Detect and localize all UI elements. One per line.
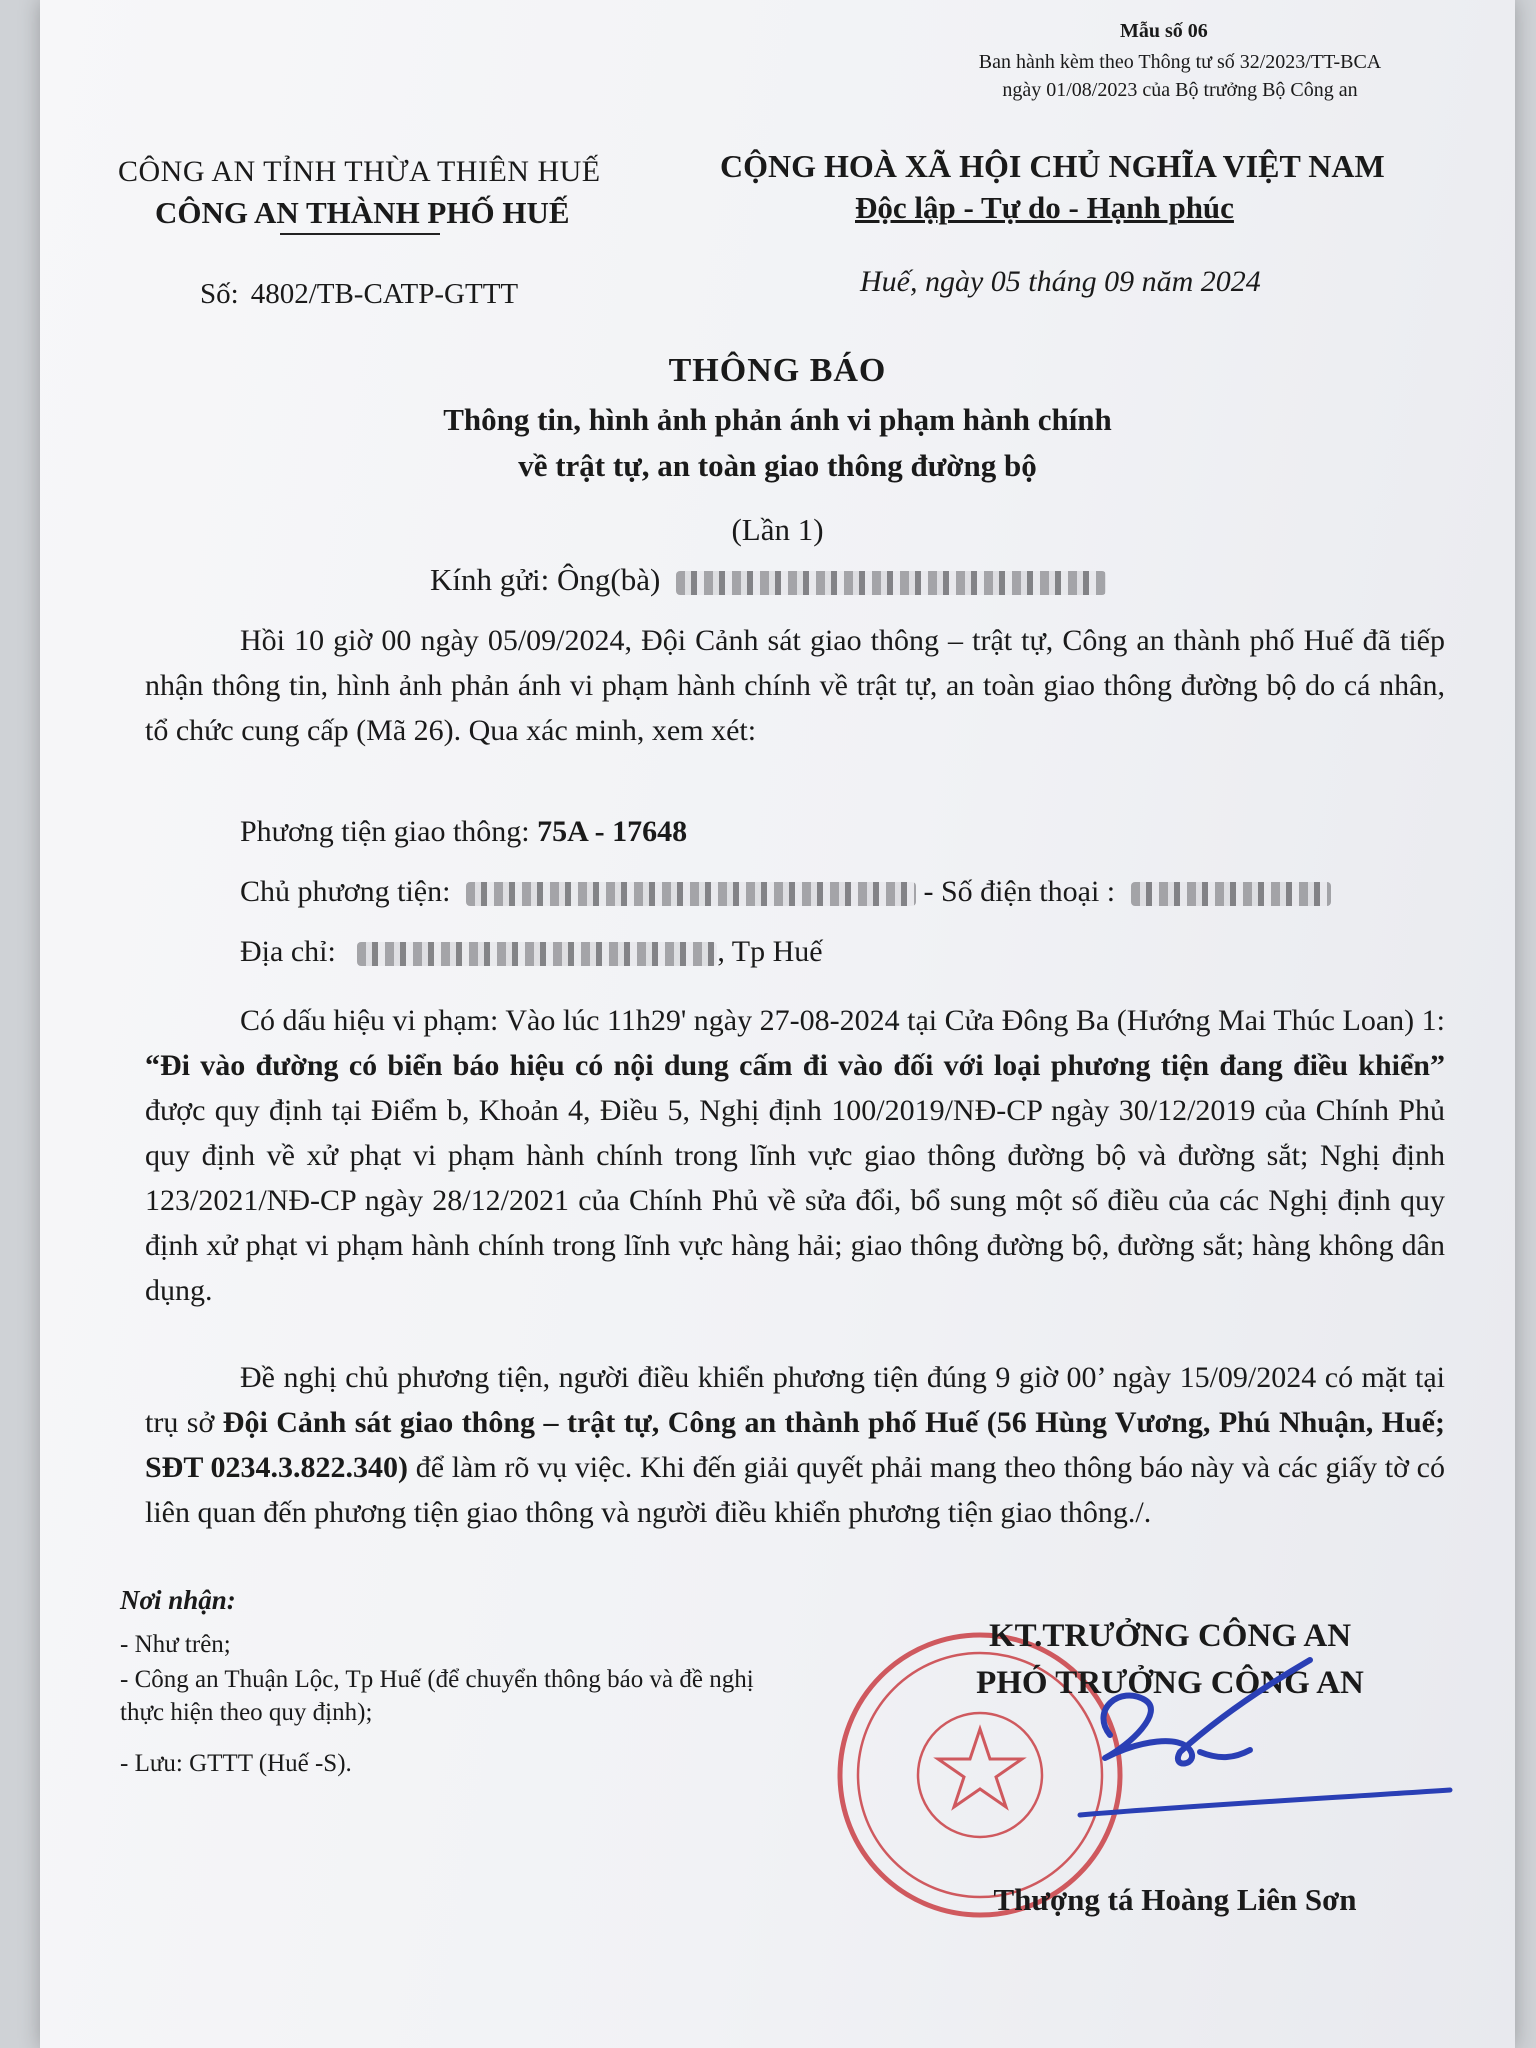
recipient-line — [430, 562, 1106, 598]
violation-description: “Đi vào đường có biển báo hiệu có nội dung cấm đi vào đối với loại phương tiện đang điều khiển” — [145, 1049, 1445, 1082]
paragraph-request — [145, 1355, 1445, 1535]
notice-document — [40, 0, 1515, 2048]
document-number-value: 4802/TB-CATP-GTTT — [250, 278, 519, 310]
vehicle-label: Phương tiện giao thông: — [240, 815, 530, 848]
agency-underline — [280, 233, 440, 235]
agency-name: CÔNG AN THÀNH PHỐ HUẾ — [155, 195, 570, 230]
address-city: , Tp Huế — [717, 935, 823, 968]
handwritten-signature — [1050, 1640, 1470, 1840]
document-number-label: Số: — [200, 278, 239, 310]
address-label: Địa chỉ: — [240, 935, 336, 968]
notice-round: (Lần 1) — [731, 512, 824, 547]
redacted-name — [676, 571, 1106, 595]
place-date: Huế, ngày 05 tháng 09 năm 2024 — [860, 265, 1261, 298]
receiver-item: - Lưu: GTTT (Huế -S). — [120, 1750, 352, 1777]
request-intro: Đề nghị chủ phương tiện, người điều khiển phương tiện đúng 9 giờ 00’ ngày 15/09/2024 có mặt tại trụ sở — [145, 1361, 1445, 1439]
vehicle-plate: 75A - 17648 — [537, 815, 688, 848]
receiver-item: - Như trên; — [120, 1631, 231, 1658]
national-motto: Độc lập - Tự do - Hạnh phúc — [855, 190, 1234, 225]
form-reference-line1: Ban hành kèm theo Thông tư số 32/2023/TT-BCA — [978, 51, 1382, 73]
document-title: THÔNG BÁO — [668, 352, 887, 389]
request-location: Đội Cảnh sát giao thông – trật tự, Công an thành phố Huế (56 Hùng Vương, Phú Nhuận, Huế; SĐT 0234.3.822.340) — [145, 1406, 1445, 1484]
owner-line — [240, 875, 1331, 909]
document-subtitle-1: Thông tin, hình ảnh phản ánh vi phạm hành chính — [443, 402, 1112, 437]
vehicle-line — [240, 815, 687, 849]
paragraph-intro: Hồi 10 giờ 00 ngày 05/09/2024, Đội Cảnh sát giao thông – trật tự, Công an thành phố Huế đã tiếp nhận thông tin, hình ảnh phản ánh vi phạm hành chính về trật tự, an toàn giao thông đường bộ do cá nhân, tổ chức cung cấp (Mã 26). Qua xác minh, xem xét: — [145, 624, 1445, 747]
violation-legal-basis: được quy định tại Điểm b, Khoản 4, Điều 5, Nghị định 100/2019/NĐ-CP ngày 30/12/2019 của Chính Phủ quy định về xử phạt vi phạm hành chính trong lĩnh vực giao thông đường bộ và đường sắt; Nghị định 123/2021/NĐ-CP ngày 28/12/2021 của Chính Phủ về sửa đổi, bổ sung một số điều của các Nghị định quy định xử phạt vi phạm hành chính trong lĩnh vực hàng hải; giao thông đường bộ, đường sắt; hàng không dân dụng. — [145, 1094, 1445, 1307]
receiver-item: - Công an Thuận Lộc, Tp Huế (để chuyển thông báo và đề nghị thực hiện theo quy định); — [120, 1666, 754, 1726]
request-instructions: để làm rõ vụ việc. Khi đến giải quyết phải mang theo thông báo này và các giấy tờ có liên quan đến phương tiện giao thông và người điều khiển phương tiện giao thông./. — [145, 1451, 1445, 1529]
redacted-address — [357, 942, 717, 966]
redacted-phone — [1131, 882, 1331, 906]
national-title: CỘNG HOÀ XÃ HỘI CHỦ NGHĨA VIỆT NAM — [720, 148, 1385, 184]
address-line — [240, 935, 823, 969]
form-reference — [920, 48, 1440, 104]
redacted-owner — [466, 882, 916, 906]
signature-title-1: KT.TRƯỞNG CÔNG AN — [988, 1618, 1352, 1654]
receivers-title: Nơi nhận: — [120, 1585, 236, 1615]
form-number: Mẫu số 06 — [1120, 20, 1208, 42]
signer-name: Thượng tá Hoàng Liên Sơn — [993, 1882, 1357, 1917]
violation-intro: Có dấu hiệu vi phạm: Vào lúc 11h29' ngày 27-08-2024 tại Cửa Đông Ba (Hướng Mai Thúc Loan) 1: — [240, 1004, 1445, 1037]
form-reference-line2: ngày 01/08/2023 của Bộ trưởng Bộ Công an — [1002, 79, 1358, 101]
document-subtitle-2: về trật tự, an toàn giao thông đường bộ — [518, 448, 1037, 483]
agency-parent: CÔNG AN TỈNH THỪA THIÊN HUẾ — [118, 155, 601, 188]
paragraph-violation — [145, 998, 1445, 1313]
recipient-label: Kính gửi: Ông(bà) — [430, 562, 661, 597]
document-number — [200, 278, 518, 311]
signature-title-2: PHÓ TRƯỞNG CÔNG AN — [976, 1665, 1364, 1701]
phone-label: - Số điện thoại : — [923, 875, 1116, 908]
owner-label: Chủ phương tiện: — [240, 875, 451, 908]
